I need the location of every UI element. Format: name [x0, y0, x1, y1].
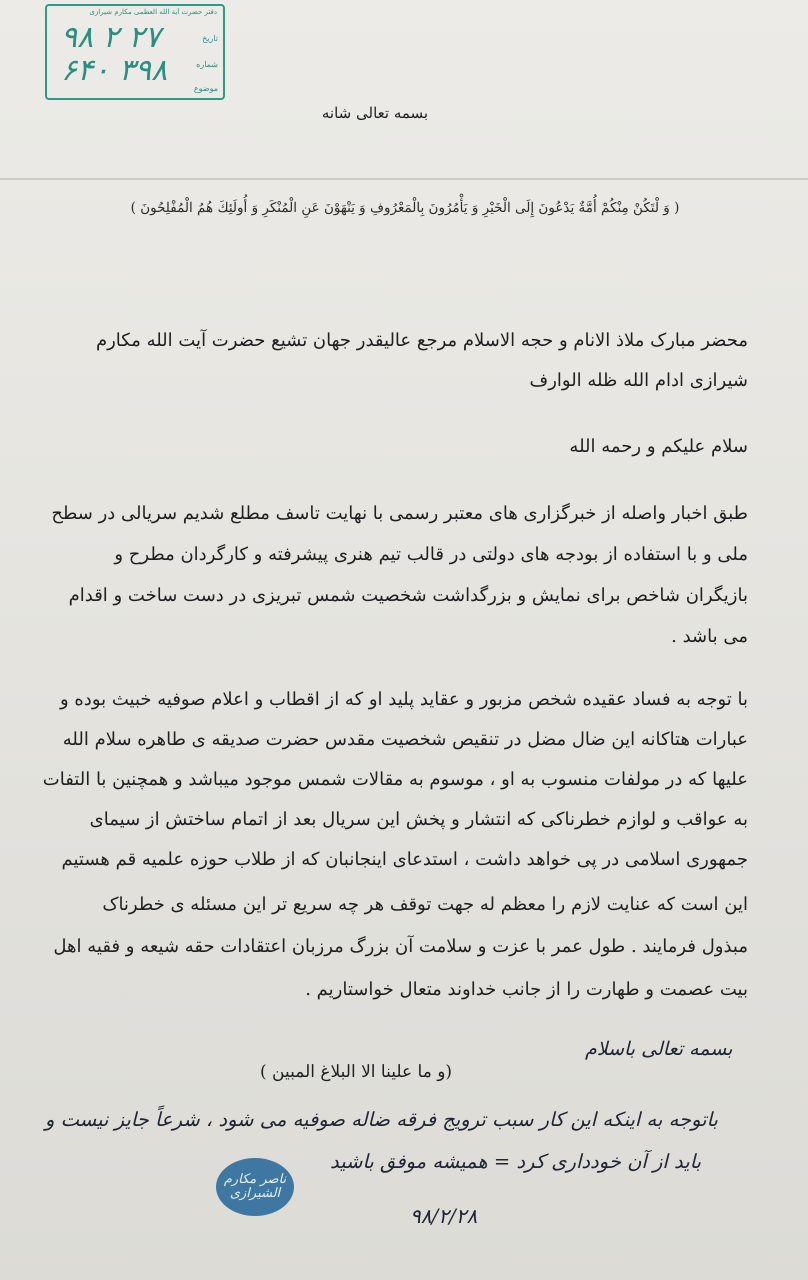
- paragraph-line: بازیگران شاخص برای نمایش و بزرگداشت شخصیت شمس تبریزی در دست ساخت و اقدام: [68, 585, 748, 606]
- stamp-number-value: ۶۴۰ ۳۹۸: [61, 53, 168, 88]
- paragraph-line: علیها که در مولفات منسوب به او ، موسوم به مقالات شمس موجود میباشد و همچنین با التفات: [42, 769, 748, 790]
- paragraph-line: می باشد .: [671, 626, 748, 647]
- paragraph-line: بیت عصمت و طهارت را از جانب خداوند متعال خواستاریم .: [305, 979, 748, 1000]
- reply-heading: بسمه تعالی باسلام: [585, 1038, 733, 1060]
- paragraph-line: عبارات هتاکانه این ضال مضل در تنقیص شخصیت مقدس حضرت صدیقه ی طاهره سلام الله: [62, 729, 748, 750]
- stamp-office: دفتر حضرت آیة الله العظمی مکارم شیرازی: [89, 8, 217, 16]
- paragraph-line: با توجه به فساد عقیده شخص مزبور و عقاید پلید او که از اقطاب و اعلام صوفیه خبیث بوده و: [59, 689, 748, 710]
- paragraph-line: جمهوری اسلامی در پی خواهد داشت ، استدعای اینجانبان که از طلاب حوزه علمیه قم هستیم: [61, 849, 748, 870]
- paper-fold: [0, 178, 808, 180]
- paragraph-line: طبق اخبار واصله از خبرگزاری های معتبر رسمی با نهایت تاسف مطلع شدیم سریالی در سطح: [51, 503, 748, 524]
- address-line: شیرازی ادام الله ظله الوارف: [529, 370, 748, 391]
- paragraph-line: ملی و با استفاده از بودجه های دولتی در قالب تیم هنری پیشرفته و کارگردان مطرح و: [114, 544, 748, 565]
- closing-phrase: (و ما علینا الا البلاغ المبین ): [260, 1062, 453, 1082]
- quran-verse: ( وَ لْتَكُنْ مِنْكُمْ أُمَّةٌ يَدْعُونَ إِلَى الْخَيْرِ وَ يَأْمُرُونَ بِالْمَعْرُوفِ وَ يَنْهَوْنَ عَنِ الْمُنْكَرِ وَ أُولَئِكَ هُمُ الْمُفْلِحُونَ ): [130, 200, 680, 216]
- paragraph-line: این است که عنایت لازم را معظم له جهت توقف هر چه سریع تر این مسئله ی خطرناک: [102, 894, 748, 915]
- stamp-number-label: شماره: [196, 60, 218, 69]
- greeting: سلام علیکم و رحمه الله: [569, 436, 748, 457]
- registration-stamp: [45, 4, 225, 100]
- reply-line: باید از آن خودداری کرد = همیشه موفق باشید: [330, 1150, 702, 1173]
- stamp-date-value: ۹۸ ۲ ۲۷: [61, 20, 161, 55]
- reply-date: ۹۸/۲/۲۸: [410, 1204, 478, 1228]
- official-seal: ناصر مکارم الشیرازی: [216, 1158, 294, 1216]
- paragraph-line: مبذول فرمایند . طول عمر با عزت و سلامت آن بزرگ مرزبان اعتقادات حقه شیعه و فقیه اهل: [53, 936, 748, 957]
- paragraph-line: به عواقب و لوازم خطرناکی که انتشار و پخش این سریال بعد از اتمام ساختش از سیمای: [89, 809, 748, 830]
- reply-line: باتوجه به اینکه این کار سبب ترویج فرقه ضاله صوفیه می شود ، شرعاً جایز نیست و: [45, 1108, 718, 1131]
- stamp-subject-label: موضوع: [193, 84, 218, 93]
- stamp-date-label: تاریخ: [202, 34, 218, 43]
- basmala-heading: بسمه تعالی شانه: [321, 104, 429, 122]
- address-line: محضر مبارک ملاذ الانام و حجه الاسلام مرجع عالیقدر جهان تشیع حضرت آیت الله مکارم: [95, 330, 748, 351]
